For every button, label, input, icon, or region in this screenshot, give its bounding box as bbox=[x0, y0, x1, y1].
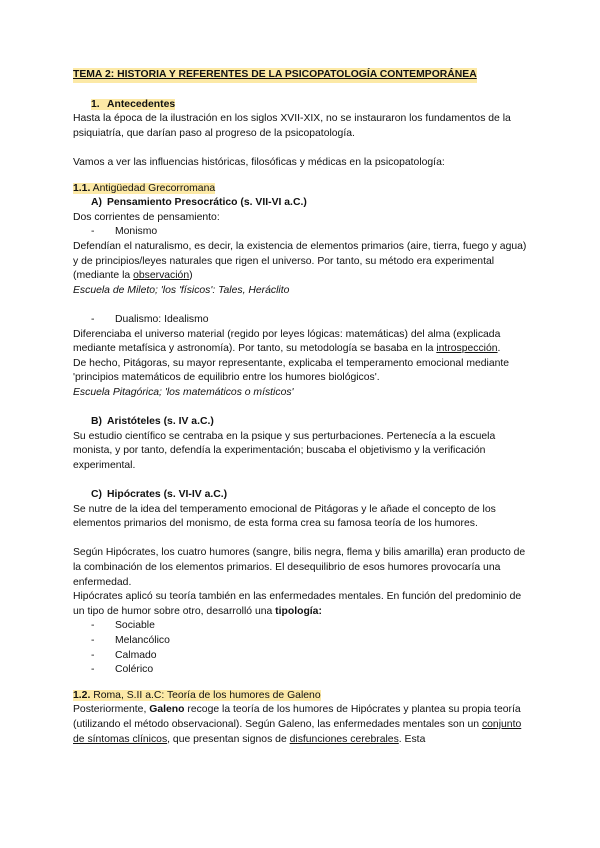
heading-a bbox=[91, 196, 533, 211]
paragraph bbox=[73, 703, 533, 747]
underlined-term: observación bbox=[133, 270, 190, 282]
text: Defendían el naturalismo, es decir, la existencia de elementos primarios (aire, tierra, fuego y agua) y de principios/leyes naturales que rigen el universo. Por tanto, su método era experimental (mediante la bbox=[73, 240, 527, 282]
bullet-dash: - bbox=[91, 313, 95, 325]
text: recoge la teoría de los humores de Hipócrates y plantea su propia teoría (utilizando el método observacional). Según Galeno, las enfermedades mentales son un bbox=[73, 704, 521, 730]
list-item bbox=[91, 649, 533, 664]
bold-term: tipología: bbox=[275, 605, 322, 617]
text: , que presentan signos de bbox=[167, 733, 290, 745]
section-title: Antecedentes bbox=[107, 98, 176, 110]
bullet-dash: - bbox=[91, 664, 95, 676]
paragraph: Vamos a ver las influencias históricas, filosóficas y médicas en la psicopatología: bbox=[73, 156, 445, 168]
underlined-term: introspección bbox=[436, 343, 498, 355]
heading-text: Aristóteles (s. IV a.C.) bbox=[107, 416, 214, 428]
subsection-number: 1.2. bbox=[73, 689, 91, 701]
bullet-dash: - bbox=[91, 634, 95, 646]
school-reference: Escuela Pitagórica; 'los matemáticos o místicos' bbox=[73, 386, 294, 398]
paragraph bbox=[73, 590, 533, 619]
paragraph: Según Hipócrates, los cuatro humores (sangre, bilis negra, flema y bilis amarilla) eran producto de la combinación de los elementos primarios. El desequilibrio de esos humores provocaría una enfermedad. bbox=[73, 547, 526, 588]
list-item-text: Dualismo: Idealismo bbox=[115, 313, 209, 325]
paragraph: De hecho, Pitágoras, su mayor representante, explicaba el temperamento emocional mediante 'principios matemáticos de equilibrio entre los humores biológicos'. bbox=[73, 357, 510, 384]
text: Hipócrates aplicó su teoría también en las enfermedades mentales. En función del predominio de un tipo de humor sobre otro, desarrolló una bbox=[73, 591, 522, 617]
text: Posteriormente, bbox=[73, 704, 150, 716]
heading-letter: A) bbox=[91, 197, 102, 209]
list-item-text: Sociable bbox=[115, 620, 155, 632]
subsection-number: 1.1. bbox=[73, 182, 91, 194]
list-item-text: Colérico bbox=[115, 664, 154, 676]
heading-letter: B) bbox=[91, 416, 102, 428]
text: Diferenciaba el universo material (regido por leyes lógicas: matemáticas) del alma (explicada mediante metafísica y astronomía). Por tanto, su metodología se basaba en la bbox=[73, 328, 501, 355]
document-page bbox=[73, 68, 533, 747]
underlined-term: disfunciones cerebrales bbox=[289, 733, 399, 745]
subsection-title: Antigüedad Grecorromana bbox=[92, 182, 216, 194]
list-item bbox=[91, 663, 533, 678]
list-item-text: Monismo bbox=[115, 226, 158, 238]
heading-text: Pensamiento Presocrático (s. VII-VI a.C.) bbox=[107, 197, 307, 209]
heading-text: Hipócrates (s. VI-IV a.C.) bbox=[107, 489, 228, 501]
list-item bbox=[91, 634, 533, 649]
bullet-dash: - bbox=[91, 620, 95, 632]
text: . Esta bbox=[398, 733, 426, 745]
paragraph: Se nutre de la idea del temperamento emocional de Pitágoras y le añade el concepto de los elementos primarios del monismo, de esta forma crea su famosa teoría de los humores. bbox=[73, 503, 496, 530]
list-item bbox=[91, 619, 533, 634]
paragraph bbox=[73, 328, 533, 357]
list-item-text: Calmado bbox=[115, 649, 157, 661]
text: ) bbox=[189, 270, 193, 282]
school-reference: Escuela de Mileto; 'los 'físicos': Tales, Heráclito bbox=[73, 284, 290, 296]
subsection-title: Roma, S.II a.C: Teoría de los humores de Galeno bbox=[93, 689, 321, 701]
bullet-dash: - bbox=[91, 649, 95, 661]
list-item bbox=[91, 225, 533, 240]
paragraph bbox=[73, 240, 533, 284]
paragraph: Dos corrientes de pensamiento: bbox=[73, 211, 220, 223]
heading-c bbox=[91, 488, 533, 503]
list-item bbox=[91, 313, 533, 328]
section-heading-1 bbox=[91, 98, 533, 113]
section-number: 1. bbox=[91, 98, 100, 110]
subsection-heading-1-2 bbox=[73, 689, 533, 704]
paragraph: Hasta la época de la ilustración en los siglos XVII-XIX, no se instauraron los fundamentos de la psiquiatría, que darían paso al progreso de la psicopatología. bbox=[73, 113, 511, 139]
text: . bbox=[497, 343, 501, 355]
bullet-dash: - bbox=[91, 226, 95, 238]
subsection-heading-1-1 bbox=[73, 182, 533, 197]
bold-term: Galeno bbox=[149, 704, 185, 716]
heading-b bbox=[91, 415, 533, 430]
underlined-term: conjunto de síntomas clínicos bbox=[73, 718, 522, 745]
page-title: TEMA 2: HISTORIA Y REFERENTES DE LA PSICOPATOLOGÍA CONTEMPORÁNEA bbox=[73, 68, 477, 83]
list-item-text: Melancólico bbox=[115, 634, 170, 646]
heading-letter: C) bbox=[91, 489, 102, 501]
paragraph: Su estudio científico se centraba en la psique y sus perturbaciones. Pertenecía a la escuela monista, y por tanto, defendía la experimentación; buscaba el objetivismo y la verificación experimental. bbox=[73, 430, 496, 471]
